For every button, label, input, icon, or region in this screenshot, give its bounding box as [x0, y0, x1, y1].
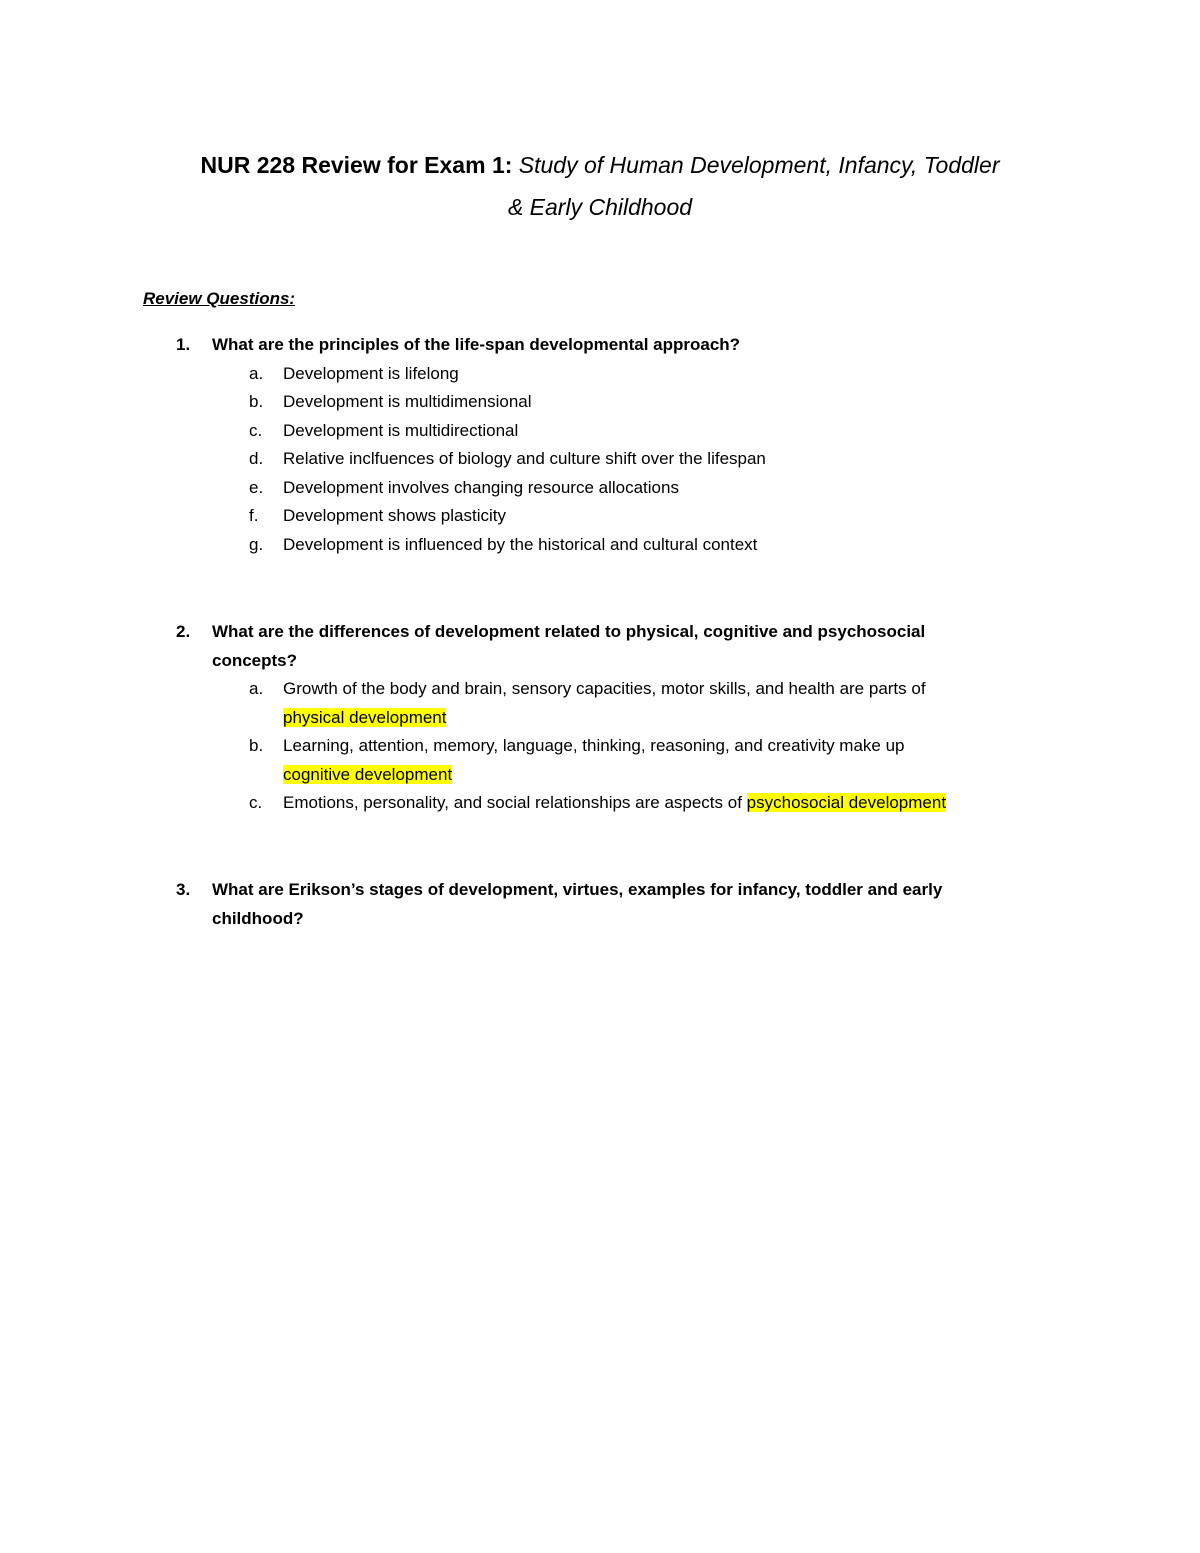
- list-item-text: Relative inclfuences of biology and culture shift over the lifespan: [283, 449, 766, 468]
- list-item: [0, 789, 1200, 818]
- list-marker: e.: [249, 477, 264, 497]
- section-heading: Review Questions:: [143, 289, 296, 308]
- list-item: [0, 388, 1200, 417]
- list-item: [0, 732, 1200, 789]
- list-marker: c.: [249, 420, 263, 440]
- highlighted-term: psychosocial development: [746, 793, 947, 812]
- question-text: [212, 876, 1052, 933]
- document-title: [140, 144, 1060, 228]
- list-marker: a.: [249, 679, 264, 698]
- list-item-text: Development is influenced by the historical and cultural context: [283, 534, 758, 554]
- title-line-1: [140, 144, 1060, 186]
- list-marker: g.: [249, 534, 264, 554]
- list-item-text: Development is multidirectional: [283, 420, 519, 440]
- question-number: 2.: [176, 622, 191, 641]
- list-item-text: Development is multidimensional: [283, 392, 532, 411]
- list-item-text: Development shows plasticity: [283, 506, 506, 525]
- answer-list: [0, 360, 1200, 560]
- list-marker: d.: [249, 449, 264, 468]
- question-text-line2: childhood?: [212, 908, 304, 928]
- list-item: [0, 502, 1200, 531]
- question-number: 3.: [176, 880, 191, 899]
- list-item: [0, 531, 1200, 560]
- title-topic-line2: & Early Childhood: [507, 194, 693, 220]
- list-item-text: [283, 732, 1073, 789]
- list-item: [0, 360, 1200, 389]
- list-item: [0, 675, 1200, 732]
- list-item-text: [283, 789, 1073, 818]
- question-text: [212, 618, 1052, 675]
- question-text-line1: What are the differences of development related to physical, cognitive and psychosocial: [212, 622, 926, 641]
- list-marker: c.: [249, 793, 263, 812]
- list-item: [0, 474, 1200, 503]
- list-item-text: [283, 675, 1073, 732]
- highlighted-term: physical development: [283, 707, 447, 727]
- question-text: What are the principles of the life-span developmental approach?: [212, 335, 741, 354]
- list-marker: b.: [249, 736, 264, 755]
- question-number: 1.: [176, 335, 191, 354]
- question-text-line2: concepts?: [212, 650, 298, 670]
- list-marker: a.: [249, 363, 264, 383]
- highlighted-term: cognitive development: [283, 764, 453, 784]
- list-item-text-line1: Emotions, personality, and social relationships are aspects of: [283, 793, 747, 812]
- list-marker: b.: [249, 392, 264, 411]
- list-item-text: Development is lifelong: [283, 363, 459, 383]
- list-item-text-line1: Growth of the body and brain, sensory capacities, motor skills, and health are parts of: [283, 679, 926, 698]
- title-topic-line1: Study of Human Development, Infancy, Toddler: [518, 152, 1000, 178]
- list-item-text-line1: Learning, attention, memory, language, thinking, reasoning, and creativity make up: [283, 736, 905, 755]
- title-course: NUR 228 Review for Exam 1:: [200, 152, 513, 178]
- answer-list: [0, 675, 1200, 818]
- list-item: [0, 445, 1200, 474]
- list-item-text: Development involves changing resource allocations: [283, 477, 679, 497]
- question-text-line1: What are Erikson’s stages of development, virtues, examples for infancy, toddler and early: [212, 880, 943, 899]
- list-marker: f.: [249, 506, 259, 525]
- list-item: [0, 417, 1200, 446]
